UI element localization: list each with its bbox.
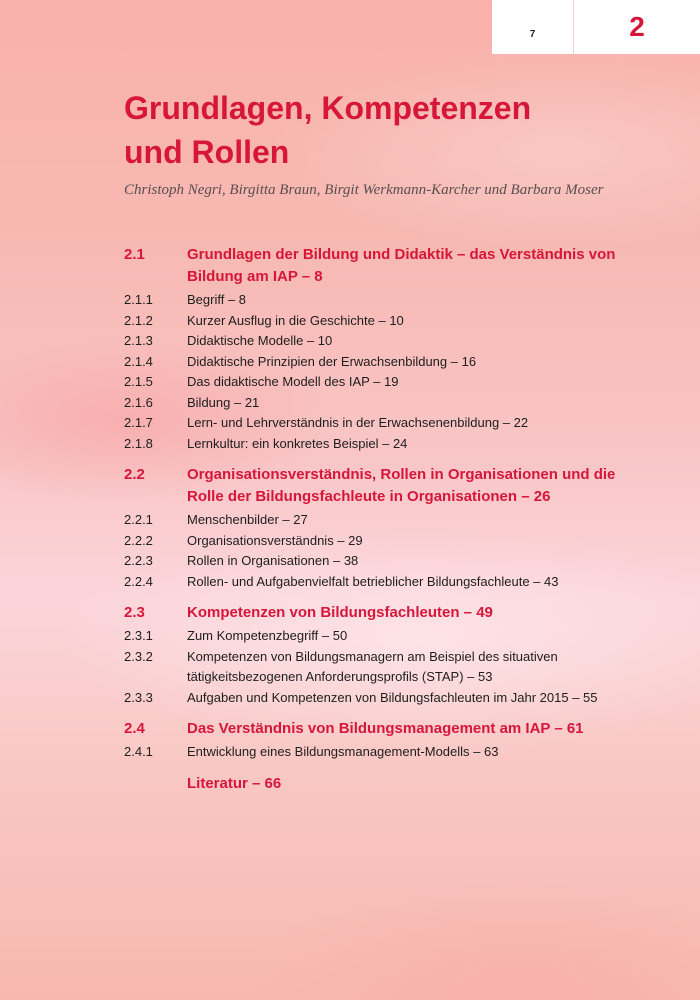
toc-section-title [187, 718, 644, 740]
toc-title-line: Rollen in Organisationen – 38 [187, 553, 359, 568]
toc-section-heading[interactable] [124, 602, 644, 624]
toc-entry[interactable] [124, 688, 644, 709]
toc-title-line: Lernkultur: ein konkretes Beispiel – 24 [187, 435, 408, 451]
toc-title-line: Kompetenzen von Bildungsmanagern am Beispiel des situativen [187, 648, 558, 664]
toc-entry-number: 2.1.5 [124, 374, 153, 389]
toc-title-line: Grundlagen der Bildung und Didaktik – das Verständnis von [187, 246, 616, 263]
toc-section [124, 464, 644, 592]
toc-literatur-indent [124, 773, 187, 795]
toc-entry-number: 2.3.1 [124, 628, 153, 643]
toc-title-line: Aufgaben und Kompetenzen von Bildungsfachleuten im Jahr 2015 – 55 [187, 689, 598, 705]
toc-section-heading[interactable] [124, 244, 644, 288]
toc-section-heading[interactable] [124, 718, 644, 740]
chapter-title-line: und Rollen [124, 134, 290, 170]
toc-section-heading[interactable] [124, 464, 644, 508]
toc-section-title [187, 464, 644, 508]
toc-title-line: Zum Kompetenzbegriff – 50 [187, 628, 348, 643]
toc-entry[interactable] [124, 647, 644, 688]
authors-line: Christoph Negri, Birgitta Braun, Birgit Werkmann-Karcher und Barbara Moser [124, 182, 604, 198]
toc-entry-title [187, 393, 644, 414]
toc-entry-title [187, 372, 644, 393]
toc-entry-title [187, 551, 644, 572]
toc-entry[interactable] [124, 572, 644, 593]
toc-title-line: Das Verständnis von Bildungsmanagement am IAP – 61 [187, 720, 584, 737]
toc-title-line: Organisationsverständnis – 29 [187, 532, 363, 548]
toc-section-number: 2.4 [124, 720, 145, 737]
toc-entry-title [187, 688, 644, 709]
toc-entry-title [187, 626, 644, 647]
toc-entry-title [187, 413, 644, 434]
toc-entry-title [187, 510, 644, 531]
toc-section-number: 2.1 [124, 246, 145, 263]
toc-title-line: Rolle der Bildungsfachleute in Organisationen – 26 [187, 488, 551, 505]
toc-entry[interactable] [124, 352, 644, 373]
toc-entry-number: 2.1.7 [124, 415, 153, 430]
toc-entry[interactable] [124, 290, 644, 311]
toc-entry-title [187, 311, 644, 332]
toc-entry-title [187, 647, 644, 688]
toc-entry[interactable] [124, 551, 644, 572]
toc-entry-number: 2.1.4 [124, 353, 153, 369]
toc-title-line: Organisationsverständnis, Rollen in Organisationen und die [187, 466, 616, 483]
toc-title-line: Bildung am IAP – 8 [187, 268, 323, 285]
toc-entry[interactable] [124, 626, 644, 647]
toc-title-line: Kurzer Ausflug in die Geschichte – 10 [187, 312, 404, 328]
toc-entry-title [187, 331, 644, 352]
chapter-number: 2 [629, 11, 645, 42]
toc-entry[interactable] [124, 510, 644, 531]
toc-section-title [187, 244, 644, 288]
toc-entry-number: 2.1.2 [124, 312, 153, 328]
toc-section [124, 602, 644, 708]
toc-entry-title [187, 531, 644, 552]
toc-entry-title [187, 742, 644, 763]
toc-entry-number: 2.3.2 [124, 648, 153, 664]
toc-entry-title [187, 352, 644, 373]
toc-entry[interactable] [124, 372, 644, 393]
page-number: 7 [492, 0, 574, 54]
toc-title-line: Didaktische Prinzipien der Erwachsenbildung – 16 [187, 353, 477, 369]
toc-section-number: 2.3 [124, 604, 145, 621]
toc-section [124, 718, 644, 763]
toc-literatur-title: Literatur – 66 [187, 774, 282, 792]
toc-entry-number: 2.1.6 [124, 394, 153, 410]
toc-entry-number: 2.2.2 [124, 532, 153, 548]
chapter-title [124, 86, 644, 174]
toc-entry-number: 2.2.1 [124, 512, 153, 527]
toc-entry[interactable] [124, 742, 644, 763]
table-of-contents [124, 244, 644, 795]
toc-title-line: Rollen- und Aufgabenvielfalt betrieblicher Bildungsfachleute – 43 [187, 573, 559, 589]
toc-entry-number: 2.2.4 [124, 573, 153, 589]
toc-entry-title [187, 290, 644, 311]
toc-entry[interactable] [124, 311, 644, 332]
toc-title-line: Kompetenzen von Bildungsfachleuten – 49 [187, 604, 493, 621]
toc-entry-title [187, 434, 644, 455]
toc-literatur[interactable] [124, 773, 644, 795]
toc-section-title [187, 602, 644, 624]
toc-entry-number: 2.1.3 [124, 333, 153, 348]
toc-entry-number: 2.2.3 [124, 553, 153, 568]
toc-title-line: Entwicklung eines Bildungsmanagement-Modells – 63 [187, 744, 499, 759]
chapter-header [492, 0, 700, 54]
toc-entry[interactable] [124, 413, 644, 434]
toc-entry-number: 2.1.1 [124, 292, 153, 307]
toc-entry-number: 2.1.8 [124, 435, 153, 451]
toc-title-line: Das didaktische Modell des IAP – 19 [187, 374, 399, 389]
chapter-title-line: Grundlagen, Kompetenzen [124, 90, 532, 126]
toc-entry[interactable] [124, 393, 644, 414]
toc-title-line: Menschenbilder – 27 [187, 512, 308, 527]
toc-title-line: Lern- und Lehrverständnis in der Erwachsenenbildung – 22 [187, 415, 529, 430]
toc-entry-number: 2.4.1 [124, 744, 153, 759]
toc-title-line: tätigkeitsbezogenen Anforderungsprofils (STAP) – 53 [187, 669, 493, 684]
toc-entry[interactable] [124, 331, 644, 352]
toc-title-line: Begriff – 8 [187, 292, 247, 307]
toc-section-number: 2.2 [124, 466, 145, 483]
toc-entry[interactable] [124, 434, 644, 455]
toc-title-line: Didaktische Modelle – 10 [187, 333, 333, 348]
toc-section [124, 244, 644, 454]
toc-entry-title [187, 572, 644, 593]
toc-entry[interactable] [124, 531, 644, 552]
toc-entry-number: 2.3.3 [124, 689, 153, 705]
toc-title-line: Bildung – 21 [187, 394, 260, 410]
